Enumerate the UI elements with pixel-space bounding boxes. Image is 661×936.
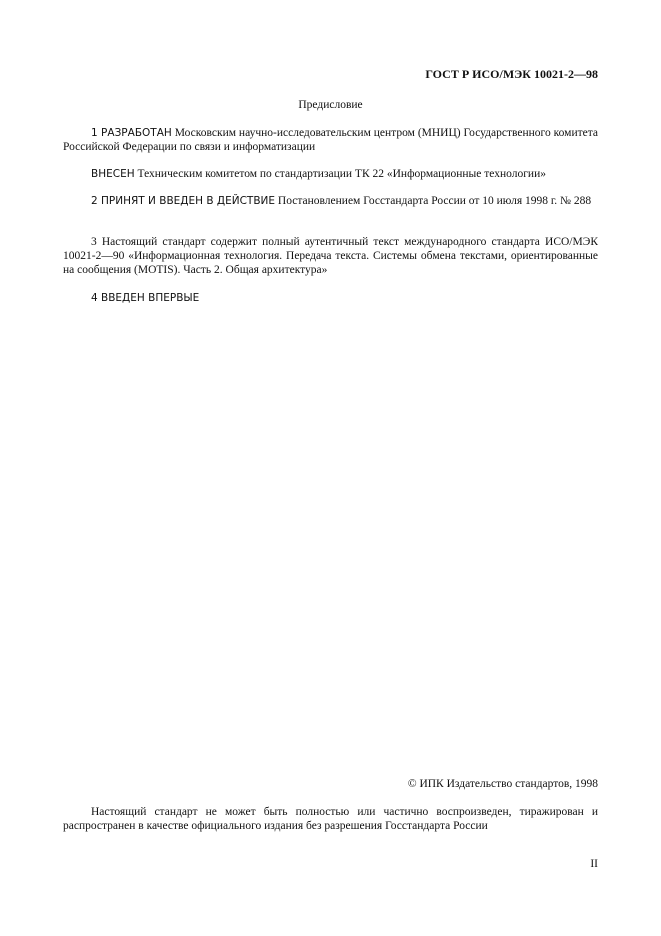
- document-code: ГОСТ Р ИСО/МЭК 10021-2—98: [425, 67, 598, 81]
- preface-item-adopted: [63, 194, 598, 208]
- adopted-label: 2 ПРИНЯТ И ВВЕДЕН В ДЕЙСТВИЕ: [91, 195, 276, 207]
- preface-item-content: 3 Настоящий стандарт содержит полный аутентичный текст международного стандарта ИСО/МЭК 10021-2—90 «Информационная технология. Передача текста. Системы обмена текстами, ориентированные на сообщения (MOTIS). Часть 2. Общая архитектура»: [63, 236, 598, 276]
- preface-title: Предисловие: [298, 99, 363, 111]
- introduced-text: Техническим комитетом по стандартизации ТК 22 «Информационные технологии»: [137, 168, 546, 180]
- page-number: II: [590, 858, 598, 870]
- developed-text: Московским научно-исследовательским центром (МНИЦ) Государственного комитета Российской Федерации по связи и информатизации: [63, 127, 599, 153]
- introduced-label: ВНЕСЕН: [91, 168, 135, 180]
- copyright-line: © ИПК Издательство стандартов, 1998: [407, 778, 598, 790]
- adopted-text: Постановлением Госстандарта России от 10 июля 1998 г. № 288: [277, 195, 592, 207]
- preface-item-first-introduced: 4 ВВЕДЕН ВПЕРВЫЕ: [91, 292, 200, 304]
- preface-item-introduced: [63, 167, 598, 181]
- preface-item-developed: [63, 126, 598, 154]
- developed-label: 1 РАЗРАБОТАН: [91, 127, 172, 139]
- reproduction-notice: Настоящий стандарт не может быть полностью или частично воспроизведен, тиражирован и распространен в качестве официального издания без разрешения Госстандарта России: [63, 806, 598, 832]
